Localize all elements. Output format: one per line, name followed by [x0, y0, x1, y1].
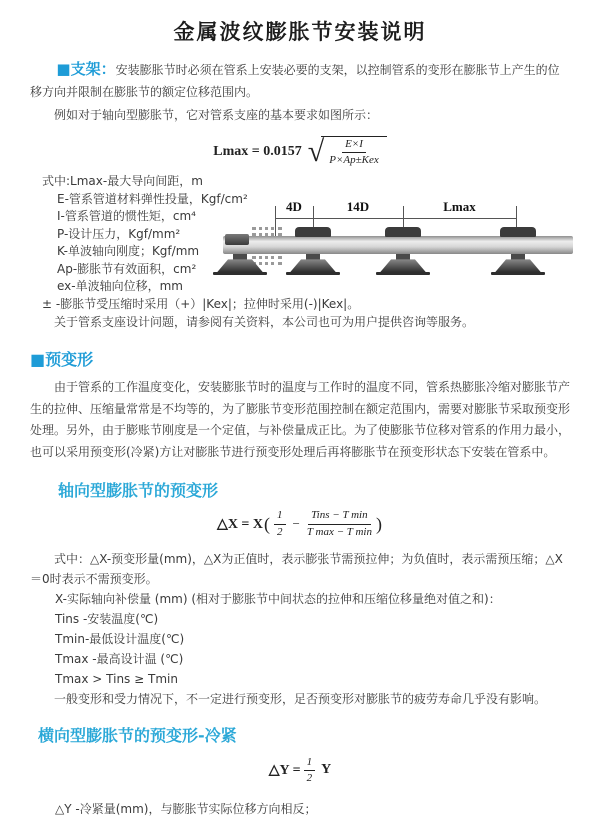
definition-line: P-设计压力，Kgf/mm²: [57, 226, 181, 241]
dimension-label-4d: 4D: [286, 199, 302, 215]
support-plate: [213, 272, 267, 275]
fraction-numerator: Tins − T min: [308, 509, 370, 524]
axial-predeform-heading: 轴向型膨胀节的预变形: [58, 481, 219, 501]
axial-note-2: X-实际轴向补偿量 (mm) (相对于膨胀节中间状态的拉伸和压缩位移量绝对值之和)：: [55, 591, 501, 606]
fraction-denominator: 2: [277, 525, 283, 538]
temp-definition: Tmin-最低设计温度(℃): [55, 631, 185, 646]
fraction-denominator: 2: [306, 771, 313, 784]
close-paren: ): [375, 513, 382, 534]
support-base: [290, 259, 336, 272]
fraction-denominator: T max − T min: [306, 525, 372, 538]
pipe-support-diagram: [223, 198, 575, 278]
dimension-line: [275, 218, 516, 219]
support-intro-paragraph: [30, 58, 570, 103]
formula-lhs: Lmax = 0.0157: [213, 143, 302, 159]
definition-line: E-管系管道材料弹性投量，Kgf/cm²: [57, 191, 248, 206]
formula-lhs: △X = X: [217, 516, 264, 532]
axial-note-3: 一般变形和受力情况下，不一定进行预变形，足否预变形对膨胀节的疲劳寿命几乎没有影响。: [54, 691, 547, 706]
support-plate: [376, 272, 430, 275]
sqrt-radical-symbol: √: [307, 134, 325, 168]
predeform-paragraph: 由于管系的工作温度变化，安装膨胀节时的温度与工作时的温度不同，管系热膨胀冷缩对膨胀节产生的拉伸、压缩量常常是不均等的，为了膨胀节变形范围控制在额定范围内，需要对膨胀节采取预变形处理。另外，由于膨账节刚度是一个定值，与补偿量成正比。为了使膨胀节位移对管系的作用力最小，也可以采用预变形(冷紧)方让对膨胀节进行预变形处理后再将膨胀节在预变形状态下安装在管系中。: [30, 380, 571, 459]
fraction-denominator: P×Ap±Kex: [329, 154, 379, 167]
temp-definition: Tmax -最高设计温 (℃): [55, 651, 184, 666]
pipe: [223, 236, 573, 254]
support-plate: [286, 272, 340, 275]
predeform-section-heading: [30, 347, 570, 370]
fraction-numerator: 1: [274, 509, 286, 524]
pipe-clamp: [295, 227, 331, 237]
open-paren: (: [264, 513, 271, 534]
temp-definition: Tmax > Tins ≥ Tmin: [55, 671, 178, 686]
support-base: [380, 259, 426, 272]
bellows-coil: [252, 233, 282, 236]
blue-square-icon: ■: [56, 60, 71, 78]
fraction-numerator: E×I: [342, 138, 366, 153]
definition-line: ex-单波轴向位移，mm: [57, 279, 183, 294]
pipe-clamp: [500, 227, 536, 237]
support-section-title: 支架：: [70, 60, 116, 78]
blue-square-icon: ■: [30, 350, 46, 370]
axial-predeform-formula: [30, 509, 570, 538]
dimension-label-lmax: Lmax: [443, 199, 476, 215]
support-plate: [491, 272, 545, 275]
fraction-numerator: 1: [304, 756, 316, 771]
dimension-label-14d: 14D: [346, 199, 370, 215]
support-example-line: 例如对于轴向型膨胀节，它对管系支座的基本要求如图所示：: [54, 108, 379, 122]
lateral-predeform-formula: [30, 756, 570, 785]
definition-line: I-管系管道的惯性矩，cm⁴: [57, 209, 196, 224]
support-base: [495, 259, 541, 272]
temp-definition: Tins -安装温度(℃): [55, 611, 159, 626]
page-title: 金属波纹膨胀节安装说明: [173, 20, 427, 44]
definition-line: K-单波轴向刚度；Kgf/mm: [57, 244, 200, 259]
formula-fraction: [326, 138, 382, 167]
minus-operator: −: [292, 516, 300, 532]
lateral-note: △Y -冷紧量(mm)，与膨胀节实际位移方向相反；: [55, 802, 317, 817]
definitions-and-diagram: [30, 173, 570, 331]
definition-line: Ap-膨胀节有效面积，cm²: [57, 261, 197, 276]
pipe-end-flange: [225, 234, 249, 245]
axial-note-1: 式中：△X-预变形量(mm)，△X为正值时，表示膨张节需预拉伸；为负值时，表示需预压缩；△X＝0时表示不需预变形。: [30, 551, 563, 586]
guide-spacing-formula: [30, 136, 570, 167]
plus-minus-note: ± -膨胀节受压缩时采用（+）|Kex|；拉伸时采用(-)|Kex|。: [42, 296, 360, 311]
document-page: [0, 16, 600, 819]
half-fraction: [271, 509, 289, 538]
bellows-coil: [252, 227, 282, 230]
half-fraction: [301, 756, 319, 785]
support-intro-text: 安装膨胀节时必须在管系上安装必要的支架，以控制管系的变形在膨胀节上产生的位移方向并限制在膨胀节的额定位移范围内。: [30, 63, 560, 99]
bellows-coil: [252, 256, 282, 259]
definition-line: 式中:Lmax-最大导向间距，m: [42, 174, 203, 189]
sqrt-content: [321, 136, 387, 167]
pipe-clamp: [385, 227, 421, 237]
formula-lhs: △Y =: [268, 762, 301, 778]
support-section-label: [56, 60, 115, 78]
formula-rhs: Y: [321, 762, 332, 778]
predeform-heading-text: 预变形: [45, 350, 94, 370]
lateral-predeform-heading: 横向型膨胀节的预变形-冷紧: [38, 725, 237, 745]
temperature-fraction: [304, 509, 375, 538]
support-base: [217, 259, 263, 272]
consulting-note: 关于管系支座设计问题，请参阅有关资料，本公司也可为用户提供咨询等服务。: [54, 315, 475, 330]
